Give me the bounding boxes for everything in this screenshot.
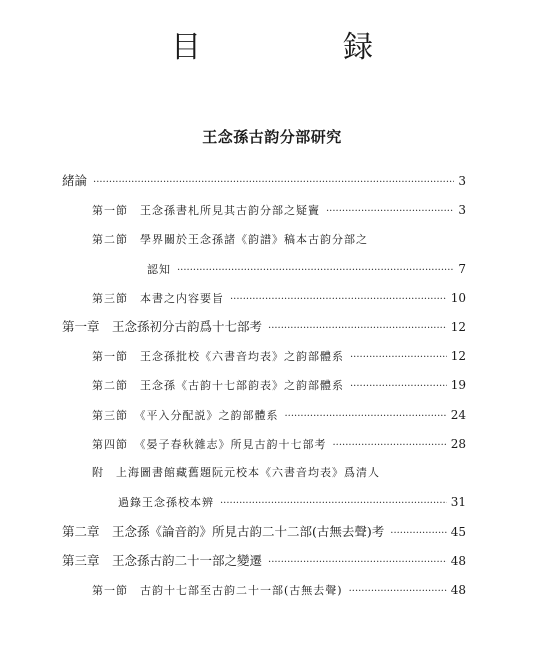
dot-leader: [350, 347, 447, 369]
toc-entry-label: 緒論: [62, 173, 88, 188]
toc-entry[interactable]: [92, 433, 466, 455]
toc-entry-label: 過錄王念孫校本辨: [118, 496, 214, 509]
dot-leader: [220, 493, 447, 515]
page-title: 目 録: [171, 30, 429, 65]
toc-entry-label: 第一章 王念孫初分古韵爲十七部考: [62, 319, 263, 334]
toc-entry[interactable]: [62, 521, 466, 543]
dot-leader: [349, 581, 447, 603]
toc-entry[interactable]: [92, 404, 466, 426]
toc-entry-label: 第一節 王念孫批校《六書音均表》之韵部體系: [92, 350, 344, 363]
dot-leader: [390, 523, 446, 545]
dot-leader: [268, 552, 447, 574]
dot-leader: [333, 435, 447, 457]
toc-entry-page: 3: [458, 174, 466, 188]
toc-entry-label: 第二節 王念孫《古韵十七部韵表》之韵部體系: [92, 379, 344, 392]
toc-entry-page: 28: [450, 437, 466, 451]
toc-entry-page: 12: [450, 349, 466, 363]
toc-entry-label: 第二節 學界關於王念孫諸《韵譜》稿本古韵分部之: [92, 233, 368, 246]
toc-entry[interactable]: [92, 287, 466, 309]
toc-entry-continuation[interactable]: [147, 258, 466, 280]
toc-entry[interactable]: [92, 374, 466, 396]
toc-entry-page: 24: [450, 408, 466, 422]
dot-leader: [177, 260, 454, 282]
toc-entry-page: 3: [458, 203, 466, 217]
dot-leader: [326, 201, 454, 223]
toc-entry-label: 第一節 王念孫書札所見其古韵分部之疑竇: [92, 204, 320, 217]
toc-entry-label: 第四節 《晏子春秋雜志》所見古韵十七部考: [92, 438, 327, 451]
toc-entry-page: 48: [450, 583, 466, 597]
dot-leader: [93, 172, 454, 194]
toc-entry-label: 第三節 本書之内容要旨: [92, 292, 224, 305]
dot-leader: [285, 406, 447, 428]
dot-leader: [350, 376, 447, 398]
toc-entry-page: 12: [450, 320, 466, 334]
book-title: 王念孫古韵分部研究: [202, 128, 342, 146]
toc-entry-label: 第三節 《平入分配説》之韵部體系: [92, 409, 279, 422]
toc-entry-page: 19: [450, 378, 466, 392]
toc-entry-page: 31: [450, 495, 466, 509]
toc-entry[interactable]: [62, 316, 466, 338]
toc-entry-page: 48: [450, 554, 466, 568]
toc-entry-label: 附 上海圖書館藏舊題阮元校本《六書音均表》爲清人: [92, 466, 380, 479]
toc-entry-page: 45: [450, 525, 466, 539]
toc-entry[interactable]: [62, 170, 466, 192]
toc-entry[interactable]: [92, 462, 466, 484]
dot-leader: [268, 318, 447, 340]
toc-entry[interactable]: [92, 579, 466, 601]
toc-entry-label: 第二章 王念孫《論音韵》所見古韵二十二部(古無去聲)考: [62, 524, 385, 539]
toc-entry-page: 10: [450, 291, 466, 305]
toc-entry-label: 第三章 王念孫古韵二十一部之變遷: [62, 553, 263, 568]
dot-leader: [230, 289, 447, 311]
toc-entry-page: 7: [458, 262, 466, 276]
toc-entry[interactable]: [92, 229, 466, 251]
toc-entry[interactable]: [92, 345, 466, 367]
toc-entry-label: 第一節 古韵十七部至古韵二十一部(古無去聲): [92, 584, 343, 597]
toc-entry[interactable]: [62, 550, 466, 572]
toc-entry-continuation[interactable]: [118, 491, 466, 513]
toc-entry-label: 認知: [147, 263, 171, 276]
toc-entry[interactable]: [92, 199, 466, 221]
